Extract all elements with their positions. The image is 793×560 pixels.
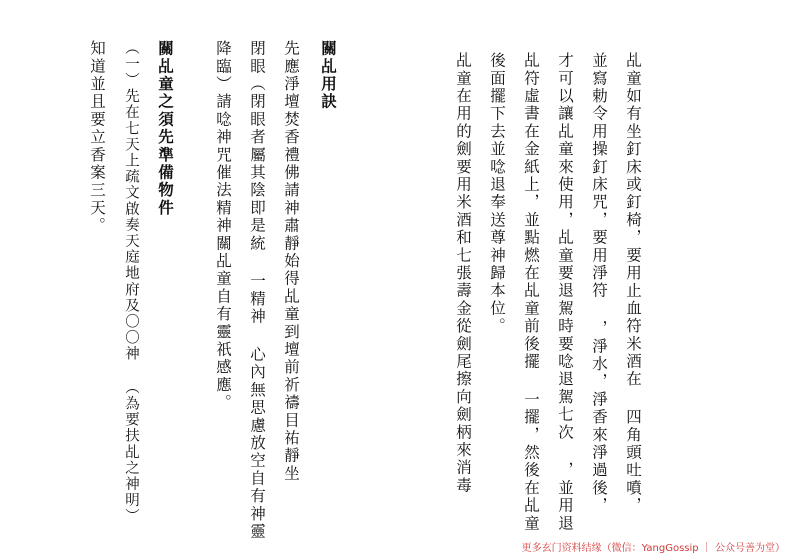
section-heading: 關乩童之須先準備物件 <box>156 40 175 217</box>
section-heading: 關乩用訣 <box>319 40 338 111</box>
text-column: 後面擺下去並唸退奉送尊神歸本位。 <box>488 52 506 336</box>
text-column: 乩童如有坐釘床或釘椅，要用止血符米酒在 四角頭吐噴， <box>624 52 642 515</box>
text-column: 才可以讓乩童來使用，乩童要退駕時要唸退駕七次 ，並用退 <box>556 52 574 533</box>
text-column: 先應淨壇焚香禮佛請神肅靜始得乩童到壇前祈禱目祐靜坐 <box>282 40 300 483</box>
text-column: 乩符虛書在金紙上，並點燃在乩童前後擺 一擺，然後在乩童 <box>522 52 540 533</box>
text-column: （一）先在七天上疏文啟奏天庭地府及〇〇神 （為要扶乩之神明） <box>123 40 139 525</box>
text-column: 乩童在用的劍要用米酒和七張壽金從劍尾擦向劍柄來消毒 <box>454 52 472 495</box>
text-column: 並寫勅令用操釘床咒，要用淨符 ，淨水，淨香來淨過後， <box>590 52 608 515</box>
text-column: 知道並且要立香案三天。 <box>88 40 106 235</box>
footer-watermark: 更多玄门资料结缘（微信：YangGossip ｜ 公众号善为堂） <box>521 543 785 554</box>
text-column: 閉眼（閉眼者屬其陰即是統 一精神 心內無思慮放空自有神靈 <box>248 40 266 541</box>
text-column: 降臨）請唸神咒催法精神關乩童自有靈祇感應。 <box>214 40 232 412</box>
